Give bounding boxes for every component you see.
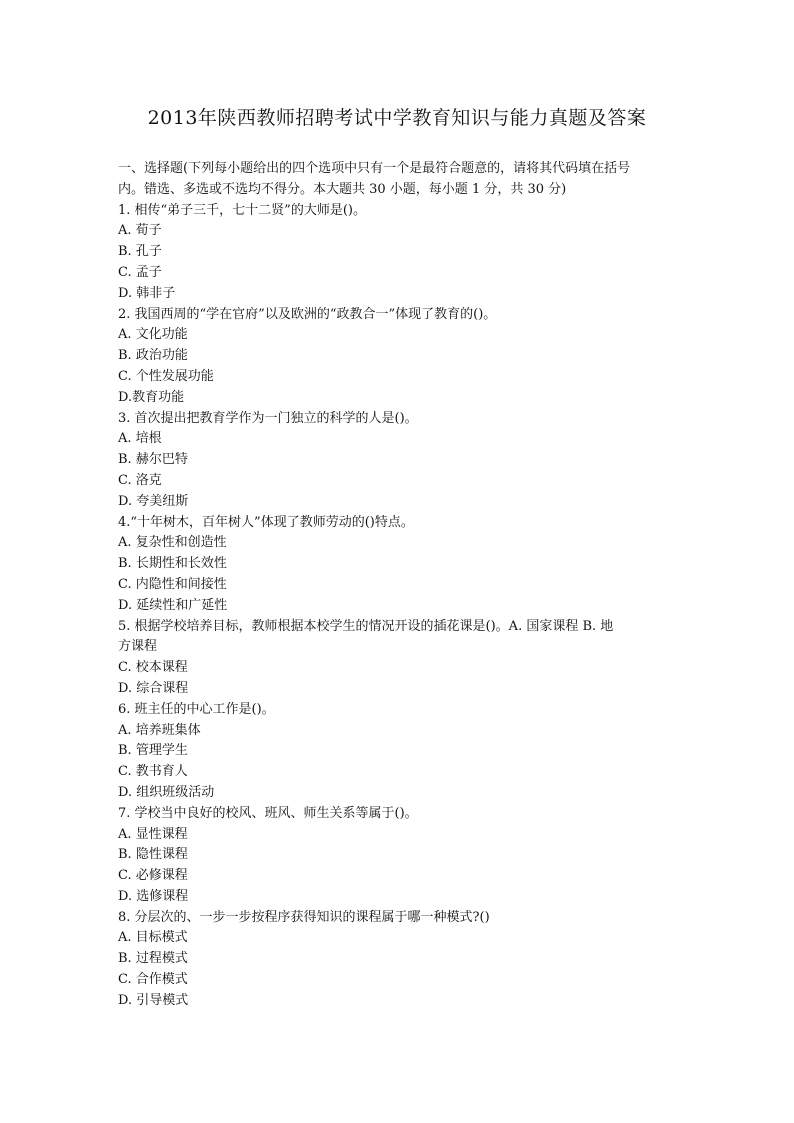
question-option: D. 引导模式 [118,992,189,1008]
question-option: B. 赫尔巴特 [118,452,188,468]
question-stem: 7. 学校当中良好的校风、班风、师生关系等属于()。 [118,805,418,821]
question-stem: 1. 相传“弟子三千，七十二贤”的大师是()。 [118,202,366,218]
question-1 [118,201,678,305]
question-3 [118,409,678,513]
question-option: A. 目标模式 [118,930,188,946]
question-4 [118,513,678,617]
question-option: C. 个性发展功能 [118,368,214,384]
question-stem: 5. 根据学校培养目标，教师根据本校学生的情况开设的插花课是()。A. 国家课程 B. 地 [118,618,614,634]
question-option: B. 过程模式 [118,951,188,967]
question-option: B. 管理学生 [118,743,188,759]
question-option: C. 校本课程 [118,660,188,676]
question-option: A. 显性课程 [118,826,188,842]
question-option: D. 组织班级活动 [118,784,215,800]
question-option: A. 培养班集体 [118,722,201,738]
question-6 [118,700,678,804]
question-option: B. 孔子 [118,244,162,260]
question-stem: 2. 我国西周的“学在官府”以及欧洲的“政教合一”体现了教育的()。 [118,306,497,322]
question-stem: 3. 首次提出把教育学作为一门独立的科学的人是()。 [118,410,418,426]
question-7 [118,804,678,908]
question-option: C. 教书育人 [118,764,188,780]
question-stem: 8. 分层次的、一步一步按程序获得知识的课程属于哪一种模式?() [118,909,490,925]
question-option: D. 韩非子 [118,285,176,301]
question-2 [118,305,678,409]
document-body [118,159,678,1012]
question-8 [118,908,678,1012]
question-option: D. 选修课程 [118,888,189,904]
question-stem: 6. 班主任的中心工作是()。 [118,701,275,717]
instructions-line: 内。错选、多选或不选均不得分。本大题共 30 小题，每小题 1 分，共 30 分) [118,181,567,197]
question-option: A. 培根 [118,431,162,447]
document-title: 2013年陕西教师招聘考试中学教育知识与能力真题及答案 [147,107,647,129]
question-option: A. 复杂性和创造性 [118,535,227,551]
question-option: C. 洛克 [118,472,162,488]
question-option: D.教育功能 [118,389,185,405]
question-option: B. 长期性和长效性 [118,556,227,572]
question-option: A. 荀子 [118,223,162,239]
question-option: B. 政治功能 [118,348,188,364]
question-option: A. 文化功能 [118,327,188,343]
question-option: C. 合作模式 [118,972,188,988]
question-stem-continued: 方课程 [118,639,158,655]
instructions-line: 一、选择题(下列每小题给出的四个选项中只有一个是最符合题意的，请将其代码填在括号 [118,161,631,176]
question-option: D. 延续性和广延性 [118,597,228,613]
question-option: D. 综合课程 [118,680,189,696]
question-option: D. 夸美纽斯 [118,493,189,509]
question-stem: 4.“十年树木，百年树人”体现了教师劳动的()特点。 [118,514,414,530]
question-option: C. 内隐性和间接性 [118,576,227,592]
question-option: C. 必修课程 [118,868,188,884]
question-5 [118,617,678,700]
question-option: B. 隐性课程 [118,847,188,863]
question-option: C. 孟子 [118,264,162,280]
